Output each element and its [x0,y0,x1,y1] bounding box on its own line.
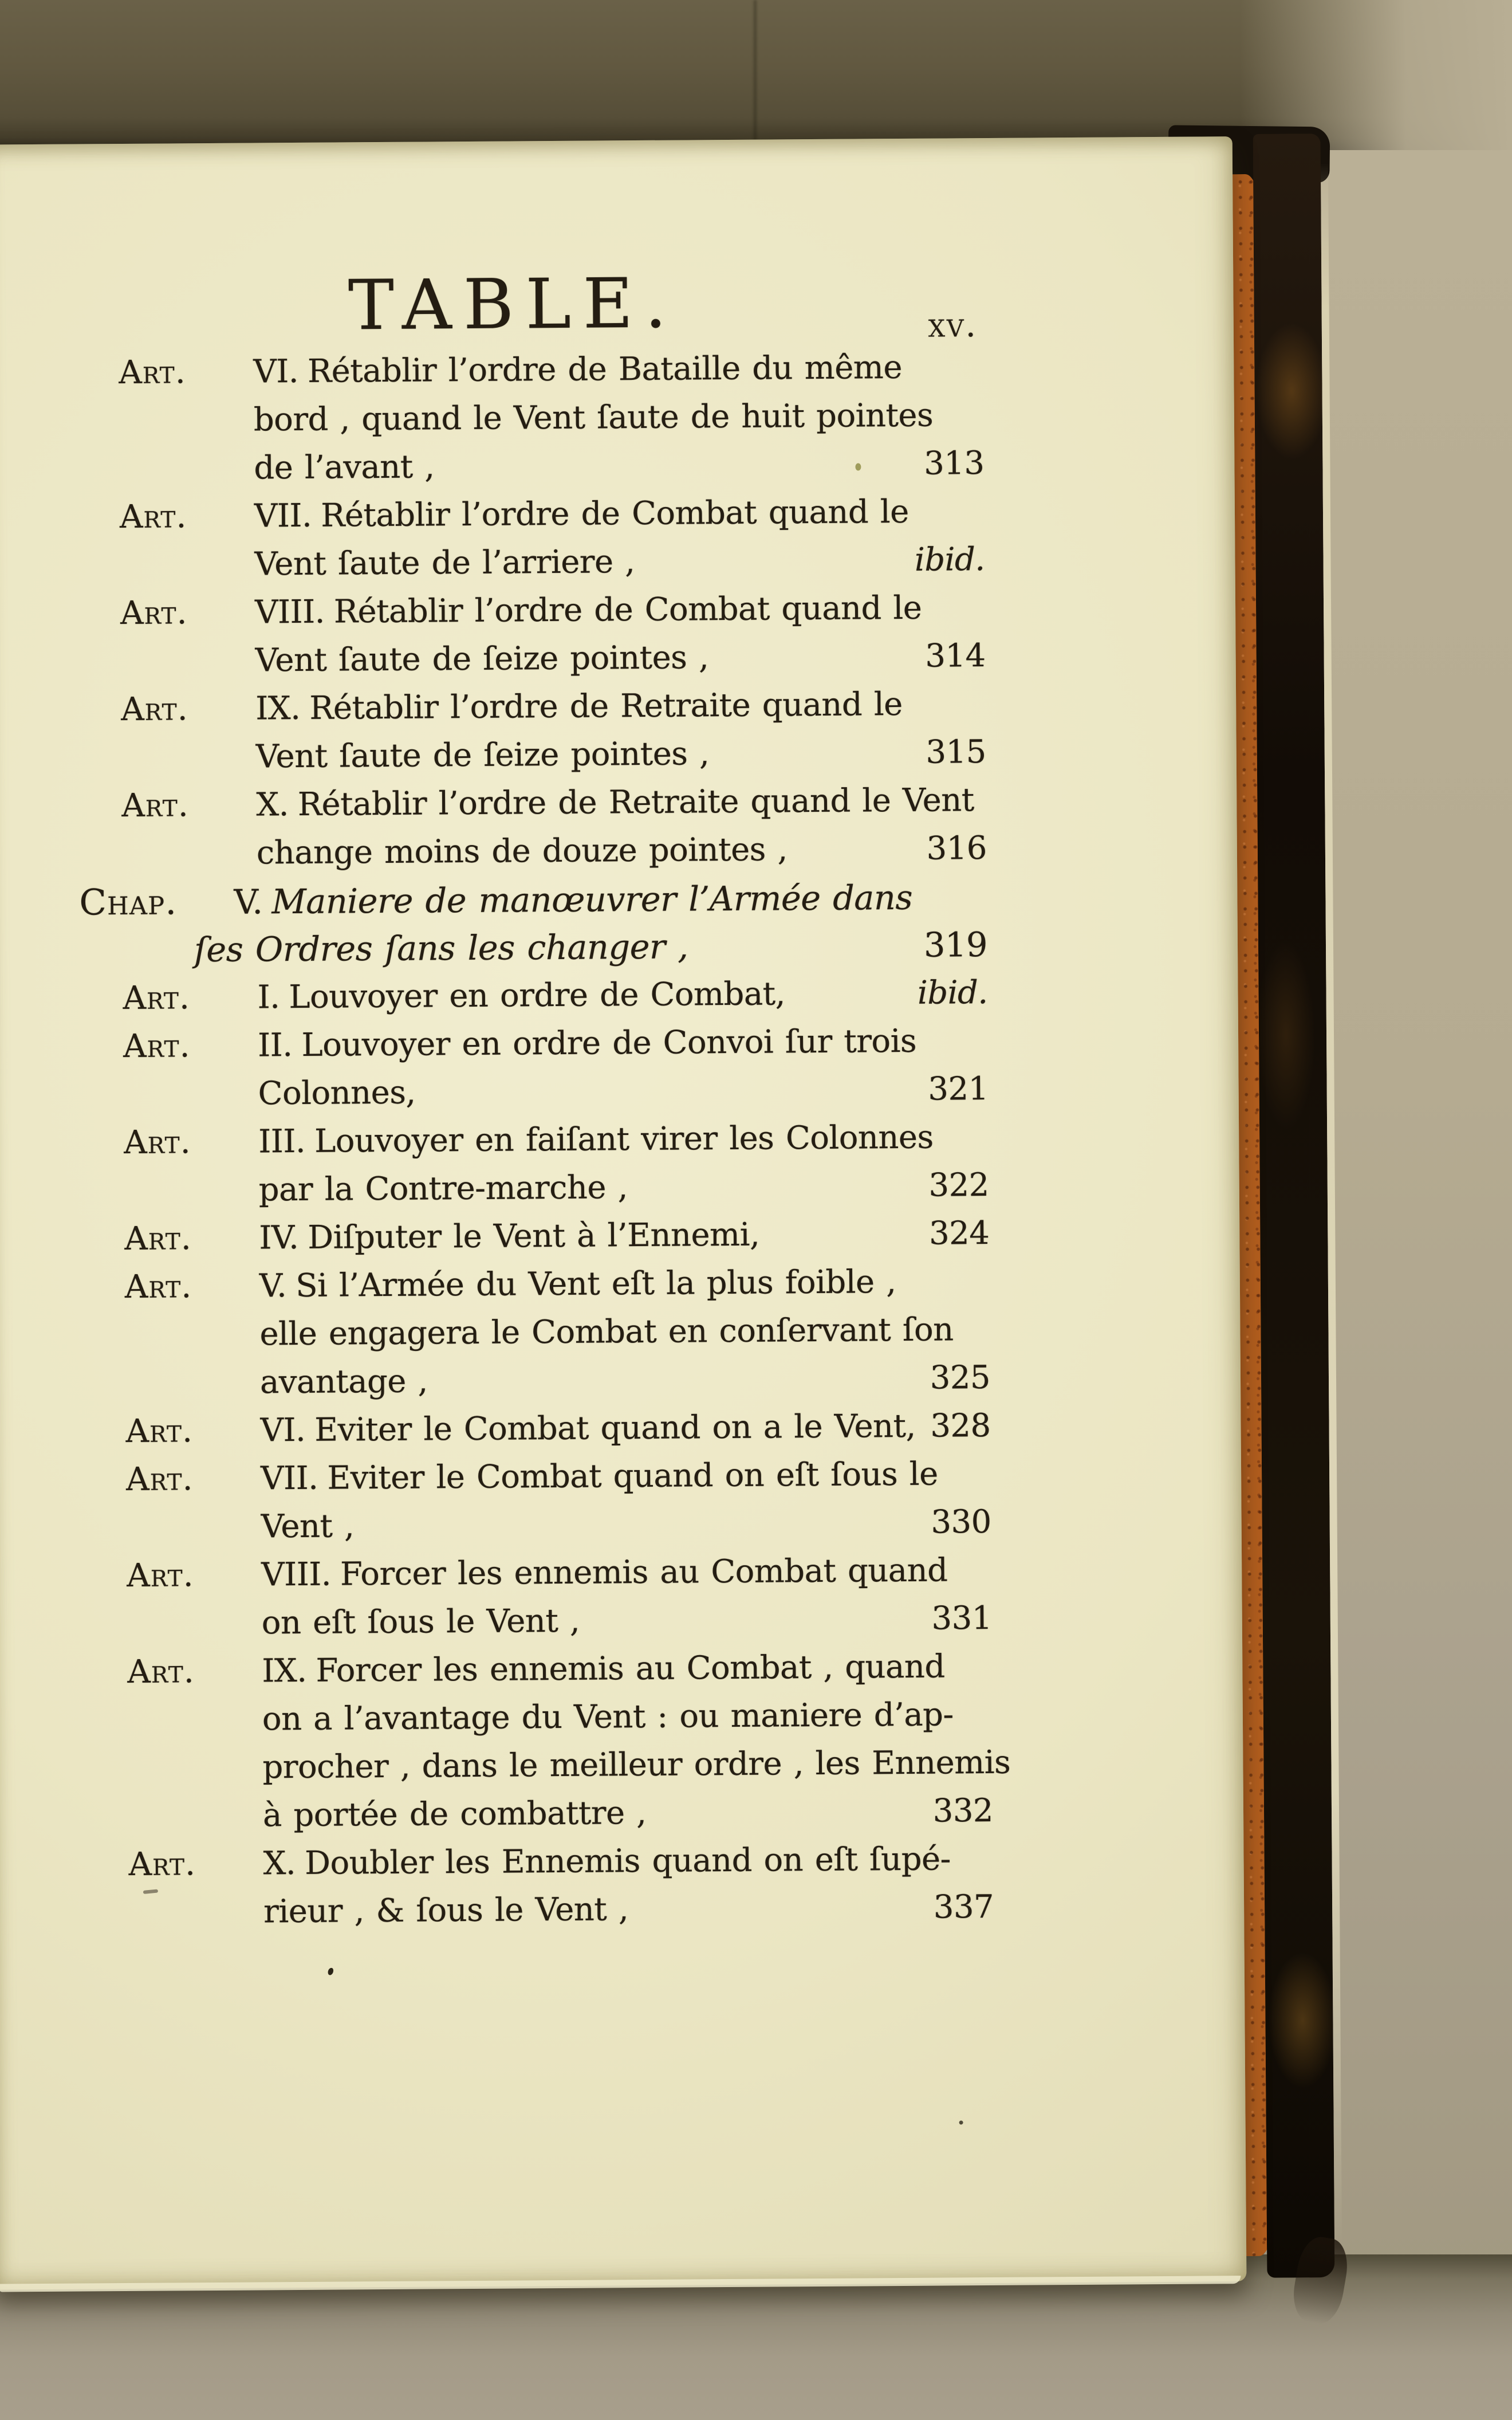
toc-line-leader [945,1677,993,1678]
toc-line [85,1739,1011,1793]
toc-line-label [80,961,194,962]
toc-line-text: ſes Ordres ſans les changer , [194,926,688,970]
toc-line-text: Forcer les ennemis au Combat quand [340,1551,948,1593]
toc-line [83,1498,991,1553]
toc-line-label: Art. [123,1027,191,1066]
toc-line-numeral: VI. [260,1411,306,1449]
toc-line-label: Art. [119,498,187,536]
toc-line-pagenum: 330 [931,1503,991,1541]
toc-line [77,632,986,686]
toc-line-text: rieur , & ſous le Vent , [263,1891,629,1931]
toc-line-label: Art. [123,979,191,1017]
toc-line-label [85,1778,263,1779]
toc-line-pagenum: 313 [923,445,985,482]
toc-line [78,728,987,783]
toc-line-leader [435,474,924,478]
toc-line-leader [922,618,985,619]
toc-line-leader [903,714,986,715]
toc-line-label [84,1537,261,1538]
toc-line [77,584,986,638]
toc-line-numeral: II. [257,1027,293,1064]
toc-line-leader [709,763,926,765]
toc-line [81,1209,990,1264]
toc-line [76,343,984,398]
toc-line-pagenum: 322 [928,1166,989,1204]
toc-line-text: à portée de combattre , [262,1794,647,1834]
toc-line-leader [428,1389,930,1392]
toc-line-pagenum: 332 [932,1792,994,1830]
toc-line-label [78,671,255,672]
toc-line-label: Art. [127,1653,195,1691]
toc-line-label: Art. [125,1412,194,1450]
toc-line-label [84,1633,262,1635]
toc-line-text: change moins de douze pointes , [256,831,788,872]
toc-line-pagenum: 321 [928,1070,989,1108]
toc-line [84,1546,992,1601]
toc-line-numeral: VII. [254,497,312,535]
toc-line [84,1643,993,1697]
folio-number: xv. [928,305,978,345]
toc-line-leader [580,1629,931,1632]
page-title: TABLE. [348,264,679,346]
toc-line-label: Art. [124,1268,192,1306]
foxing-spot [855,463,861,470]
toc-line-label [76,430,254,431]
toc-line-text: de l’avant , [254,448,435,487]
toc-line-pagenum: 314 [925,637,986,675]
toc-line [85,1691,993,1745]
toc-line-label: Art. [124,1123,191,1162]
toc-line-leader [708,667,925,669]
toc-line-label [86,1922,263,1923]
toc-line-pagenum: 331 [931,1599,992,1637]
toc-line-numeral: I. [257,979,280,1016]
toc-line-text: Eviter le Combat quand on a le Vent, [314,1407,916,1449]
toc-line-leader [628,1196,929,1198]
toc-line-text: Rétablir l’ordre de Retraite quand le Vent [297,781,974,823]
toc-line [81,1113,989,1168]
toc-line-text: Louvoyer en faiſant virer les Colonnes [314,1118,934,1160]
toc-line-label [77,575,255,576]
toc-line-numeral: IX. [262,1652,307,1690]
toc-line [82,1402,991,1456]
toc-line [78,680,986,734]
toc-line-text: par la Contre-marche , [258,1169,628,1209]
toc-line-label: Art. [121,690,188,729]
toc-line-text: Vent ſaute de ſeize pointes , [255,735,710,776]
toc-line-text: Colonnes, [258,1074,416,1113]
toc-line-label [85,1730,262,1731]
toc-line-text: Rétablir l’ordre de Bataille du même [307,348,903,390]
toc-line-numeral: V. [259,1267,287,1305]
toc-line-label: Art. [121,787,189,825]
toc-line [81,1161,990,1216]
toc-line-pagenum: ibid. [917,973,988,1012]
toc-line-text: Doubler les Ennemis quand on eſt ſupé- [304,1840,951,1882]
toc-line-pagenum: 319 [923,924,988,965]
toc-line-text: Vent ſaute de l’arriere , [254,543,635,583]
toc-line-leader [354,1533,931,1537]
toc-line-leader [416,1100,928,1103]
toc-line-pagenum: 324 [928,1214,990,1252]
toc-line [80,1017,989,1071]
toc-line-text: Maniere de manœuvrer l’Armée dans [271,877,913,922]
toc-line-label: Art. [120,594,188,632]
toc-line-numeral: VIII. [254,593,325,631]
toc-line-text: procher , dans le meilleur ordre , les Ennemis [262,1743,1011,1786]
toc-line-numeral: VI. [253,352,299,391]
toc-line-text: Louvoyer en ordre de Combat, [289,975,786,1016]
toc-line-leader [785,1004,918,1005]
toc-line-label: Art. [119,353,186,392]
toc-line-leader [688,957,924,958]
toc-line-pagenum: 316 [926,829,987,867]
toc-line-leader [628,1918,934,1920]
toc-line-leader [788,859,927,861]
toc-lines [76,343,1011,1937]
toc-line-label [78,767,256,768]
page-header [75,264,983,346]
toc-line [82,1306,990,1360]
toc-line [77,536,985,590]
toc-line-numeral: III. [258,1122,306,1161]
toc-line-text: Louvoyer en ordre de Convoi ſur trois [301,1022,917,1064]
toc-line-label [81,1104,258,1105]
toc-line-label: Chap. [79,881,178,924]
toc-line-pagenum: 325 [930,1358,991,1397]
toc-line-text: bord , quand le Vent ſaute de huit pointes [253,396,934,439]
toc-line-leader [759,1244,929,1246]
toc-line-text: avantage , [259,1362,428,1401]
toc-line-numeral: IV. [259,1219,299,1257]
toc-line [76,391,985,446]
ink-speck [327,1967,334,1976]
toc-line-label [79,863,257,865]
toc-line-leader [938,1484,991,1485]
toc-line-pagenum: ibid. [914,541,985,579]
toc-line [86,1883,994,1938]
toc-line [80,921,988,975]
toc-line [85,1835,994,1889]
toc-line-text: Rétablir l’ordre de Retraite quand le [309,685,903,727]
toc-line-label [77,478,254,480]
toc-line-text: Vent , [261,1507,355,1546]
toc-line [76,439,985,494]
toc-line [77,488,985,542]
toc-line [82,1258,990,1312]
toc-line-text: Forcer les ennemis au Combat , quand [316,1648,945,1690]
toc-line-label [82,1345,260,1346]
toc-line-text: Si l’Armée du Vent eſt la plus foible , [296,1263,896,1305]
toc-line-label [81,1200,259,1201]
toc-line-label: Art. [125,1460,194,1498]
toc-line-label [85,1826,263,1827]
toc-line [83,1450,991,1504]
book-page [0,136,1246,2289]
toc-line-numeral: IX. [255,689,301,728]
toc-line-leader [647,1822,933,1824]
ink-speck [959,2120,963,2124]
toc-line-text: Rétablir l’ordre de Combat quand le [321,493,909,535]
toc-line-label: Art. [128,1845,196,1883]
toc-line-pagenum: 337 [933,1888,994,1926]
toc-line-numeral: VII. [260,1459,318,1498]
toc-line-label: Art. [127,1557,194,1594]
toc-line [79,824,987,879]
toc-line-pagenum: 328 [930,1407,991,1445]
toc-line [78,776,987,831]
toc-line [80,969,988,1023]
toc-line-text: on eſt ſous le Vent , [261,1602,580,1642]
toc-line-numeral: X. [256,786,289,824]
toc-line-leader [635,571,915,572]
toc-line-text: Rétablir l’ordre de Combat quand le [333,589,922,631]
toc-line-text: on a l’avantage du Vent : ou maniere d’ap- [262,1696,954,1738]
toc-line [84,1594,993,1649]
toc-line-label: Art. [124,1220,192,1258]
toc-line-label [82,1393,260,1394]
toc-line [82,1354,991,1408]
toc-line-numeral: X. [263,1845,296,1883]
toc-line [80,1065,989,1119]
toc-line-text: Vent ſaute de ſeize pointes , [255,639,709,679]
toc-line-text: Diſputer le Vent à l’Ennemi, [308,1216,760,1256]
toc-line-numeral: V. [234,882,263,922]
table-of-contents [75,264,1011,1937]
toc-line-leader [916,1051,988,1052]
toc-line-text: elle engagera le Combat en conſervant ſon [259,1311,954,1353]
toc-line-numeral: VIII. [261,1555,332,1594]
toc-line [79,873,987,927]
toc-line-text: Eviter le Combat quand on eſt ſous le [327,1455,938,1497]
toc-line-pagenum: 315 [926,733,986,771]
toc-line [85,1787,994,1841]
